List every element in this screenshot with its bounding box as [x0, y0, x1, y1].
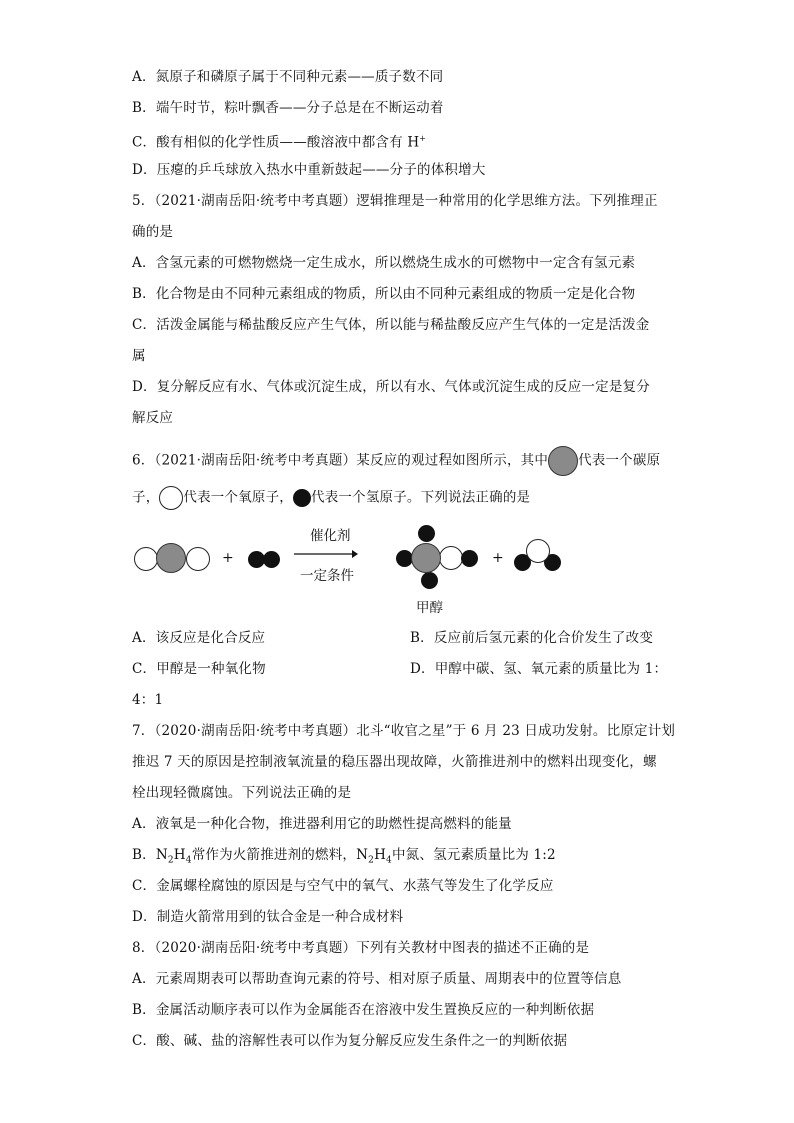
oxygen-atom-icon: [439, 546, 463, 570]
option-8C: C．酸、碱、盐的溶解性表可以作为复分解反应发生条件之一的判断依据: [132, 1033, 568, 1049]
option-7A: A．液氧是一种化合物，推进器利用它的助燃性提高燃料的能量: [132, 816, 512, 832]
option-5A: A．含氢元素的可燃物燃烧一定生成水，所以燃烧生成水的可燃物中一定含有氢元素: [132, 255, 636, 271]
hydrogen-atom-icon: [263, 551, 280, 568]
hydrogen-atom-icon: [418, 525, 435, 542]
carbon-atom-icon: [411, 543, 441, 573]
question-7-stem-cont: 推迟 7 天的原因是控制液氧流量的稳压器出现故障，火箭推进剂中的燃料出现变化，螺: [132, 754, 657, 770]
option-7B: B．$N_2H_4$常作为火箭推进剂的燃料，$N_2H_4$中氮、氢元素质量比为 1:2: [132, 847, 556, 866]
option-6A: A．该反应是化合反应: [132, 630, 266, 646]
option-7C: C．金属螺栓腐蚀的原因是与空气中的氧气、水蒸气等发生了化学反应: [132, 878, 554, 894]
option-6C: C．甲醇是一种氧化物: [132, 661, 266, 677]
option-5C: C．活泼金属能与稀盐酸反应产生气体，所以能与稀盐酸反应产生气体的一定是活泼金: [132, 317, 650, 333]
option-5B: B．化合物是由不同种元素组成的物质，所以由不同种元素组成的物质一定是化合物: [132, 286, 636, 302]
option-6D: D．甲醇中碳、氢、氧元素的质量比为 1：: [410, 661, 668, 677]
plus-sign: +: [222, 550, 234, 566]
hydrogen-atom-icon: [461, 550, 478, 567]
option-7D: D．制造火箭常用到的钛合金是一种合成材料: [132, 909, 404, 925]
carbon-atom-icon: [156, 543, 186, 573]
oxygen-atom-icon: [526, 539, 550, 563]
option-4A: A．氮原子和磷原子属于不同种元素——质子数不同: [132, 69, 444, 85]
option-5D: D．复分解反应有水、气体或沉淀生成，所以有水、气体或沉淀生成的反应一定是复分: [132, 379, 650, 395]
option-5C-cont: 属: [132, 348, 146, 364]
question-7-stem-cont2: 栓出现轻微腐蚀。下列说法正确的是: [132, 785, 352, 801]
option-8B: B．金属活动顺序表可以作为金属能否在溶液中发生置换反应的一种判断依据: [132, 1002, 595, 1018]
option-8A: A．元素周期表可以帮助查询元素的符号、相对原子质量、周期表中的位置等信息: [132, 971, 622, 987]
option-4B: B．端午时节，粽叶飘香——分子总是在不断运动着: [132, 100, 444, 116]
question-8-stem: 8．（2020·湖南岳阳·统考中考真题）下列有关教材中图表的描述不正确的是: [132, 940, 590, 956]
option-6D-cont: 4：1: [132, 692, 164, 708]
hydrogen-atom-icon: [293, 489, 311, 507]
reaction-arrow: [294, 548, 358, 560]
question-6-stem: 6．（2021·湖南岳阳·统考中考真题）某反应的观过程如图所示，其中 代表一个碳原: [132, 446, 660, 476]
question-5-stem-cont: 确的是: [132, 224, 174, 240]
oxygen-atom-icon: [186, 547, 210, 571]
catalyst-label: 催化剂: [310, 528, 351, 544]
plus-sign: +: [492, 550, 504, 566]
reaction-diagram: [0, 520, 794, 620]
carbon-atom-icon: [548, 446, 578, 476]
question-5-stem: 5．（2021·湖南岳阳·统考中考真题）逻辑推理是一种常用的化学思维方法。下列推理正: [132, 193, 658, 209]
option-4C: C．酸有相似的化学性质——酸溶液中都含有 H+: [132, 134, 427, 151]
methanol-label: 甲醇: [416, 600, 443, 616]
question-7-stem: 7．（2020·湖南岳阳·统考中考真题）北斗“收官之星”于 6 月 23 日成功发射。比原定计划: [132, 723, 676, 739]
hydrogen-atom-icon: [421, 572, 438, 589]
condition-label: 一定条件: [300, 568, 354, 584]
oxygen-atom-icon: [159, 486, 183, 510]
oxygen-atom-icon: [134, 547, 158, 571]
option-5D-cont: 解反应: [132, 410, 174, 426]
option-6B: B．反应前后氢元素的化合价发生了改变: [410, 630, 654, 646]
question-6-stem-cont: 子， 代表一个氧原子， 代表一个氢原子。下列说法正确的是: [132, 486, 530, 510]
option-4D: D．压瘪的乒乓球放入热水中重新鼓起——分子的体积增大: [132, 162, 486, 178]
